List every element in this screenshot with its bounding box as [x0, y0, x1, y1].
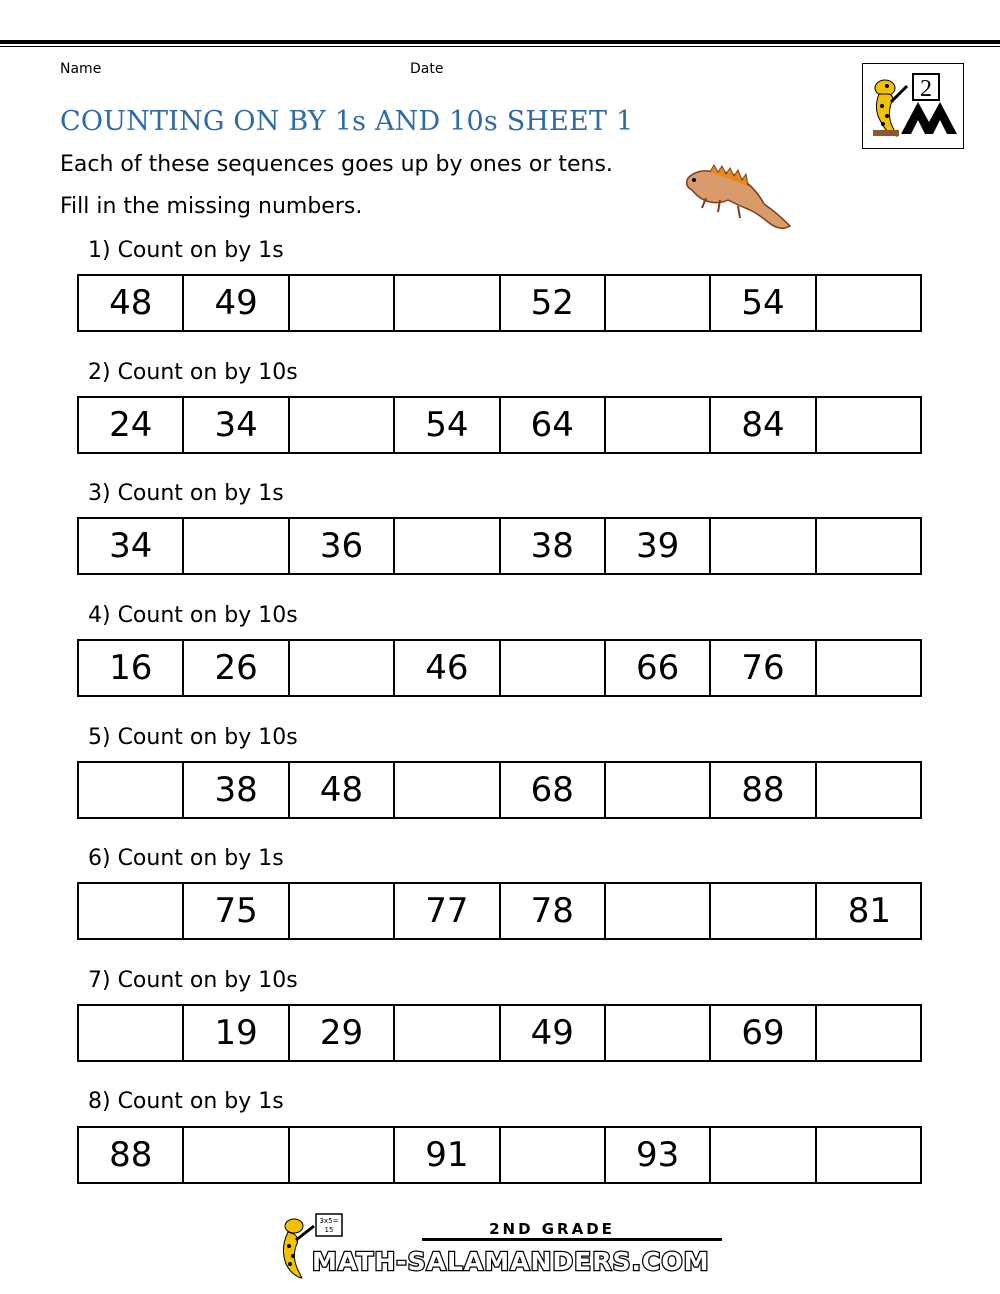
blank-answer-box[interactable] — [817, 398, 922, 452]
blank-answer-box[interactable] — [711, 519, 816, 573]
math-salamanders-logo-icon — [272, 1212, 732, 1282]
grade-logo — [862, 63, 964, 149]
given-number-box: 34 — [184, 398, 289, 452]
blank-answer-box[interactable] — [395, 763, 500, 817]
sequence-row — [77, 517, 922, 575]
given-number-box: 84 — [711, 398, 816, 452]
question-label: 8) Count on by 1s — [88, 1089, 284, 1114]
blank-answer-box[interactable] — [290, 641, 395, 695]
sequence-row — [77, 274, 922, 332]
given-number-box: 54 — [711, 276, 816, 330]
blank-answer-box[interactable] — [184, 519, 289, 573]
board-text-2: 15 — [324, 1226, 334, 1234]
question-label: 4) Count on by 10s — [88, 603, 298, 628]
given-number-box: 54 — [395, 398, 500, 452]
date-label: Date — [410, 61, 444, 77]
given-number-box: 19 — [184, 1006, 289, 1060]
given-number-box: 69 — [711, 1006, 816, 1060]
top-rule-thin — [0, 46, 1000, 47]
question-label: 7) Count on by 10s — [88, 968, 298, 993]
given-number-box: 91 — [395, 1128, 500, 1182]
given-number-box: 78 — [501, 884, 606, 938]
salamander-teacher-icon — [863, 64, 963, 148]
blank-answer-box[interactable] — [711, 884, 816, 938]
sequence-row — [77, 639, 922, 697]
given-number-box: 48 — [290, 763, 395, 817]
blank-answer-box[interactable] — [395, 276, 500, 330]
given-number-box: 39 — [606, 519, 711, 573]
given-number-box: 48 — [79, 276, 184, 330]
blank-answer-box[interactable] — [290, 1128, 395, 1182]
footer-site: MATH-SALAMANDERS.COM — [312, 1247, 710, 1276]
logo-grade-number: 2 — [920, 76, 932, 102]
question-label: 2) Count on by 10s — [88, 360, 298, 385]
blank-answer-box[interactable] — [79, 884, 184, 938]
blank-answer-box[interactable] — [817, 641, 922, 695]
sequence-row — [77, 1126, 922, 1184]
given-number-box: 64 — [501, 398, 606, 452]
blank-answer-box[interactable] — [817, 763, 922, 817]
given-number-box: 68 — [501, 763, 606, 817]
given-number-box: 36 — [290, 519, 395, 573]
given-number-box: 76 — [711, 641, 816, 695]
question-label: 5) Count on by 10s — [88, 725, 298, 750]
given-number-box: 49 — [501, 1006, 606, 1060]
given-number-box: 75 — [184, 884, 289, 938]
given-number-box: 26 — [184, 641, 289, 695]
blank-answer-box[interactable] — [606, 398, 711, 452]
board-text-1: 3x5= — [319, 1217, 339, 1225]
instruction-line-2: Fill in the missing numbers. — [60, 194, 363, 219]
given-number-box: 49 — [184, 276, 289, 330]
blank-answer-box[interactable] — [184, 1128, 289, 1182]
blank-answer-box[interactable] — [606, 1006, 711, 1060]
top-rule — [0, 40, 1000, 44]
blank-answer-box[interactable] — [79, 763, 184, 817]
footer-grade: 2ND GRADE — [489, 1220, 615, 1238]
page-title: COUNTING ON BY 1s AND 10s SHEET 1 — [60, 106, 634, 137]
blank-answer-box[interactable] — [290, 276, 395, 330]
given-number-box: 38 — [184, 763, 289, 817]
blank-answer-box[interactable] — [395, 519, 500, 573]
blank-answer-box[interactable] — [817, 1006, 922, 1060]
given-number-box: 46 — [395, 641, 500, 695]
blank-answer-box[interactable] — [711, 1128, 816, 1182]
question-label: 6) Count on by 1s — [88, 846, 284, 871]
blank-answer-box[interactable] — [290, 398, 395, 452]
blank-answer-box[interactable] — [290, 884, 395, 938]
instruction-line-1: Each of these sequences goes up by ones or tens. — [60, 152, 613, 177]
given-number-box: 88 — [79, 1128, 184, 1182]
given-number-box: 24 — [79, 398, 184, 452]
given-number-box: 77 — [395, 884, 500, 938]
question-label: 3) Count on by 1s — [88, 481, 284, 506]
blank-answer-box[interactable] — [79, 1006, 184, 1060]
blank-answer-box[interactable] — [501, 1128, 606, 1182]
given-number-box: 66 — [606, 641, 711, 695]
given-number-box: 16 — [79, 641, 184, 695]
given-number-box: 38 — [501, 519, 606, 573]
given-number-box: 88 — [711, 763, 816, 817]
blank-answer-box[interactable] — [606, 763, 711, 817]
blank-answer-box[interactable] — [817, 519, 922, 573]
sequence-row — [77, 396, 922, 454]
given-number-box: 29 — [290, 1006, 395, 1060]
footer-logo — [272, 1212, 732, 1282]
blank-answer-box[interactable] — [817, 1128, 922, 1182]
given-number-box: 81 — [847, 891, 892, 931]
sequence-row — [77, 1004, 922, 1062]
given-number-box: 93 — [606, 1128, 711, 1182]
blank-answer-box[interactable] — [501, 641, 606, 695]
newt-illustration-icon — [680, 160, 795, 235]
question-label: 1) Count on by 1s — [88, 238, 284, 263]
blank-answer-box[interactable] — [606, 276, 711, 330]
sequence-row — [77, 882, 922, 940]
blank-answer-box[interactable] — [817, 276, 922, 330]
sequence-row — [77, 761, 922, 819]
blank-answer-box[interactable] — [395, 1006, 500, 1060]
name-label: Name — [60, 61, 102, 77]
given-number-box: 52 — [501, 276, 606, 330]
blank-answer-box[interactable] — [606, 884, 711, 938]
given-number-box: 34 — [79, 519, 184, 573]
